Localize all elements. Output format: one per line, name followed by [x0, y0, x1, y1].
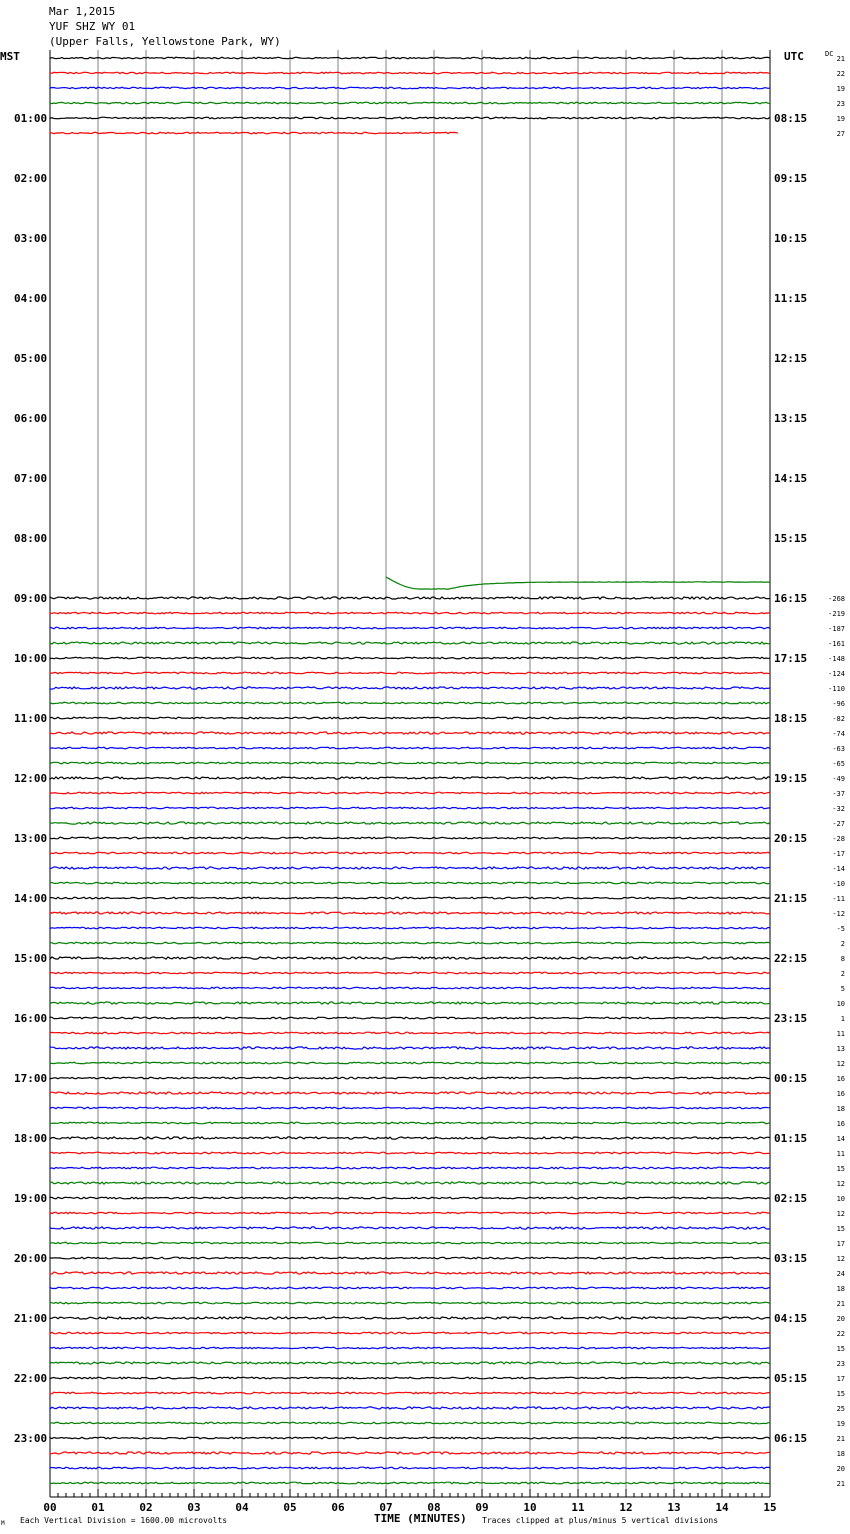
seismic-trace	[50, 1347, 770, 1349]
dc-offset-label: -10	[832, 880, 845, 888]
dc-offset-label: 10	[836, 1000, 845, 1008]
utc-hour-label: 18:15	[774, 712, 808, 725]
x-axis-title: TIME (MINUTES)	[374, 1512, 467, 1525]
seismic-trace	[50, 897, 770, 899]
seismic-trace	[50, 942, 770, 944]
utc-hour-label: 01:15	[774, 1132, 808, 1145]
dc-offset-label: 15	[836, 1345, 845, 1353]
dc-offset-label: 22	[836, 1330, 845, 1338]
seismic-trace	[50, 612, 770, 614]
dc-offset-label: 11	[836, 1150, 845, 1158]
mst-hour-label: 10:00	[14, 652, 48, 665]
mst-hour-label: 05:00	[14, 352, 48, 365]
x-tick-label: 11	[571, 1501, 585, 1514]
seismic-trace	[50, 1362, 770, 1364]
seismic-trace	[50, 1302, 770, 1304]
x-tick-label: 00	[43, 1501, 57, 1514]
mst-hour-label: 23:00	[14, 1432, 48, 1445]
mst-hour-label: 11:00	[14, 712, 48, 725]
dc-offset-label: 20	[836, 1315, 845, 1323]
seismic-trace	[50, 1332, 770, 1334]
mst-hour-label: 17:00	[14, 1072, 48, 1085]
dc-offset-label: 27	[836, 130, 845, 138]
x-tick-label: 13	[667, 1501, 681, 1514]
seismic-trace	[50, 687, 770, 689]
utc-hour-label: 17:15	[774, 652, 808, 665]
dc-offset-label: -65	[832, 760, 845, 768]
dc-offset-label: 21	[836, 55, 845, 63]
dc-offset-label: -219	[828, 610, 845, 618]
dc-offset-label: 25	[836, 1405, 845, 1413]
mst-hour-label: 19:00	[14, 1192, 48, 1205]
seismic-trace	[50, 102, 770, 104]
mst-hour-label: 07:00	[14, 472, 48, 485]
dc-offset-label: 18	[836, 1285, 845, 1293]
mst-hour-label: 06:00	[14, 412, 48, 425]
x-tick-label: 15	[763, 1501, 777, 1514]
utc-hour-label: 13:15	[774, 412, 808, 425]
dc-offset-label: 19	[836, 115, 845, 123]
seismic-trace	[50, 1452, 770, 1454]
mst-hour-label: 08:00	[14, 532, 48, 545]
dc-offset-label: 13	[836, 1045, 845, 1053]
dc-offset-label: -28	[832, 835, 845, 843]
seismic-trace	[50, 627, 770, 629]
mst-hour-label: 13:00	[14, 832, 48, 845]
dc-offset-label: 16	[836, 1120, 845, 1128]
dc-offset-label: -74	[832, 730, 845, 738]
seismic-trace	[50, 702, 770, 704]
utc-hour-label: 03:15	[774, 1252, 808, 1265]
seismic-trace	[50, 1467, 770, 1469]
seismic-trace	[50, 1287, 770, 1289]
x-tick-label: 07	[379, 1501, 393, 1514]
mst-hour-label: 01:00	[14, 112, 48, 125]
seismic-trace	[50, 1122, 770, 1124]
dc-offset-label: 1	[840, 1015, 845, 1023]
dc-offset-label: 17	[836, 1375, 845, 1383]
trace-layer	[50, 57, 770, 1484]
seismic-trace	[50, 132, 458, 134]
seismic-trace	[50, 927, 770, 929]
utc-hour-label: 10:15	[774, 232, 808, 245]
dc-offset-label: 17	[836, 1240, 845, 1248]
dc-offset-label: -161	[828, 640, 845, 648]
dc-offset-label: -12	[832, 910, 845, 918]
dc-offset-label: -82	[832, 715, 845, 723]
seismic-trace	[50, 762, 770, 764]
seismic-trace	[50, 1197, 770, 1199]
seismic-trace	[50, 1182, 770, 1184]
seismic-trace	[50, 1407, 770, 1409]
dc-label: DC	[825, 50, 834, 58]
seismic-trace	[50, 1077, 770, 1079]
dc-offset-label: -17	[832, 850, 845, 858]
mst-hour-label: 12:00	[14, 772, 48, 785]
seismic-trace	[50, 732, 770, 734]
seismic-trace	[50, 987, 770, 989]
dc-offset-label: 8	[840, 955, 845, 963]
seismic-trace	[50, 1107, 770, 1109]
seismic-trace	[50, 867, 770, 869]
utc-hour-label: 06:15	[774, 1432, 808, 1445]
dc-offset-label: 14	[836, 1135, 845, 1143]
utc-hour-label: 19:15	[774, 772, 808, 785]
dc-offset-label: 19	[836, 1420, 845, 1428]
dc-offset-label: -148	[828, 655, 845, 663]
dc-offset-label: 21	[836, 1480, 845, 1488]
dc-offset-label: -49	[832, 775, 845, 783]
mst-hour-label: 14:00	[14, 892, 48, 905]
utc-hour-label: 00:15	[774, 1072, 808, 1085]
seismic-trace	[50, 1317, 770, 1319]
x-tick-label: 02	[139, 1501, 153, 1514]
dc-offset-label: 18	[836, 1105, 845, 1113]
grid-layer	[50, 50, 770, 1497]
chart-date: Mar 1,2015	[49, 5, 116, 18]
seismic-trace	[50, 912, 770, 914]
seismic-trace	[50, 657, 770, 659]
seismic-trace	[50, 1017, 770, 1019]
mst-hour-label: 04:00	[14, 292, 48, 305]
seismic-trace	[50, 1437, 770, 1439]
seismic-trace	[50, 1392, 770, 1394]
utc-hour-label: 23:15	[774, 1012, 808, 1025]
dc-offset-label: 18	[836, 1450, 845, 1458]
seismic-trace	[50, 1137, 770, 1139]
chart-location: (Upper Falls, Yellowstone Park, WY)	[49, 35, 281, 48]
seismic-trace	[50, 1422, 770, 1424]
right-timezone-label: UTC	[784, 50, 804, 63]
seismic-trace	[50, 1482, 770, 1484]
seismic-trace	[50, 1032, 770, 1034]
dc-offset-label: 23	[836, 100, 845, 108]
seismic-trace	[50, 1377, 770, 1379]
dc-offset-label: -268	[828, 595, 845, 603]
seismic-trace	[50, 672, 770, 674]
dc-offset-label: 12	[836, 1180, 845, 1188]
seismic-trace	[50, 1242, 770, 1244]
dc-offset-label: -124	[828, 670, 845, 678]
seismic-trace	[50, 882, 770, 884]
mst-hour-label: 15:00	[14, 952, 48, 965]
dc-offset-label: 15	[836, 1390, 845, 1398]
dc-offset-label: -14	[832, 865, 845, 873]
left-timezone-label: MST	[0, 50, 20, 63]
x-tick-label: 06	[331, 1501, 345, 1514]
x-tick-label: 01	[91, 1501, 105, 1514]
seismic-trace	[50, 57, 770, 59]
seismic-trace	[50, 1257, 770, 1259]
seismic-trace	[50, 717, 770, 719]
seismic-trace	[50, 1272, 770, 1274]
seismic-trace	[50, 747, 770, 749]
utc-hour-label: 09:15	[774, 172, 808, 185]
x-tick-label: 12	[619, 1501, 633, 1514]
utc-hour-label: 08:15	[774, 112, 808, 125]
dc-offset-label: 10	[836, 1195, 845, 1203]
mst-hour-label: 18:00	[14, 1132, 48, 1145]
dc-offset-label: 16	[836, 1075, 845, 1083]
seismic-trace	[50, 1212, 770, 1214]
mst-hour-label: 09:00	[14, 592, 48, 605]
footer-clip-note: Traces clipped at plus/minus 5 vertical divisions	[482, 1516, 719, 1525]
seismic-trace	[50, 1227, 770, 1229]
dc-offset-label: 23	[836, 1360, 845, 1368]
utc-hour-label: 15:15	[774, 532, 808, 545]
seismic-trace	[50, 822, 770, 824]
dc-offset-label: 15	[836, 1225, 845, 1233]
dc-offset-label: 15	[836, 1165, 845, 1173]
dc-offset-label: 21	[836, 1435, 845, 1443]
dc-offset-label: -96	[832, 700, 845, 708]
seismic-trace	[50, 1152, 770, 1154]
seismic-trace	[50, 972, 770, 974]
dc-offset-label: -32	[832, 805, 845, 813]
dc-offset-label: 20	[836, 1465, 845, 1473]
dc-offset-label: 11	[836, 1030, 845, 1038]
seismic-trace	[50, 957, 770, 959]
utc-hour-label: 22:15	[774, 952, 808, 965]
seismic-trace	[50, 837, 770, 839]
dc-offset-label: 5	[840, 985, 845, 993]
dc-offset-label: 2	[840, 970, 845, 978]
dc-offset-label: -187	[828, 625, 845, 633]
seismic-trace	[50, 1047, 770, 1049]
utc-hour-label: 12:15	[774, 352, 808, 365]
dc-offset-label: -11	[832, 895, 845, 903]
utc-hour-label: 20:15	[774, 832, 808, 845]
mst-hour-label: 22:00	[14, 1372, 48, 1385]
x-tick-label: 05	[283, 1501, 297, 1514]
seismic-trace	[50, 1002, 770, 1004]
dc-offset-label: -37	[832, 790, 845, 798]
footer-scale-note: Each Vertical Division = 1600.00 microvolts	[20, 1516, 228, 1525]
seismic-trace	[50, 1062, 770, 1064]
dc-offset-label: 22	[836, 70, 845, 78]
corner-mark: M	[1, 1520, 5, 1527]
dc-offset-label: 21	[836, 1300, 845, 1308]
mst-hour-label: 16:00	[14, 1012, 48, 1025]
x-tick-label: 04	[235, 1501, 249, 1514]
utc-hour-label: 14:15	[774, 472, 808, 485]
dc-offset-label: 12	[836, 1255, 845, 1263]
utc-hour-label: 05:15	[774, 1372, 808, 1385]
seismic-trace	[50, 642, 770, 644]
dc-offset-label: -5	[836, 925, 845, 933]
seismic-trace	[50, 1092, 770, 1094]
seismic-trace	[50, 777, 770, 779]
chart-station: YUF SHZ WY 01	[49, 20, 136, 33]
utc-hour-label: 02:15	[774, 1192, 808, 1205]
seismic-trace	[50, 597, 770, 599]
dc-offset-label: 16	[836, 1090, 845, 1098]
x-tick-label: 03	[187, 1501, 201, 1514]
seismic-trace	[50, 1167, 770, 1169]
seismic-trace	[50, 807, 770, 809]
utc-hour-label: 21:15	[774, 892, 808, 905]
mst-hour-label: 20:00	[14, 1252, 48, 1265]
x-tick-label: 10	[523, 1501, 537, 1514]
dc-offset-label: -63	[832, 745, 845, 753]
x-tick-label: 08	[427, 1501, 441, 1514]
utc-hour-label: 11:15	[774, 292, 808, 305]
x-tick-label: 09	[475, 1501, 489, 1514]
seismic-trace	[50, 117, 770, 119]
dc-offset-label: 12	[836, 1210, 845, 1218]
dc-offset-label: -110	[828, 685, 845, 693]
seismic-trace	[50, 87, 770, 89]
axis-layer	[43, 1489, 776, 1514]
dc-offset-label: 24	[836, 1270, 845, 1278]
x-tick-label: 14	[715, 1501, 729, 1514]
dc-offset-label: 12	[836, 1060, 845, 1068]
seismic-trace	[50, 72, 770, 74]
utc-hour-label: 04:15	[774, 1312, 808, 1325]
dc-offset-label: 19	[836, 85, 845, 93]
utc-hour-label: 16:15	[774, 592, 808, 605]
seismic-trace	[50, 852, 770, 854]
mst-hour-label: 02:00	[14, 172, 48, 185]
mst-hour-label: 21:00	[14, 1312, 48, 1325]
seismic-trace	[50, 792, 770, 794]
dc-offset-label: 2	[840, 940, 845, 948]
mst-hour-label: 03:00	[14, 232, 48, 245]
dc-offset-label: -27	[832, 820, 845, 828]
